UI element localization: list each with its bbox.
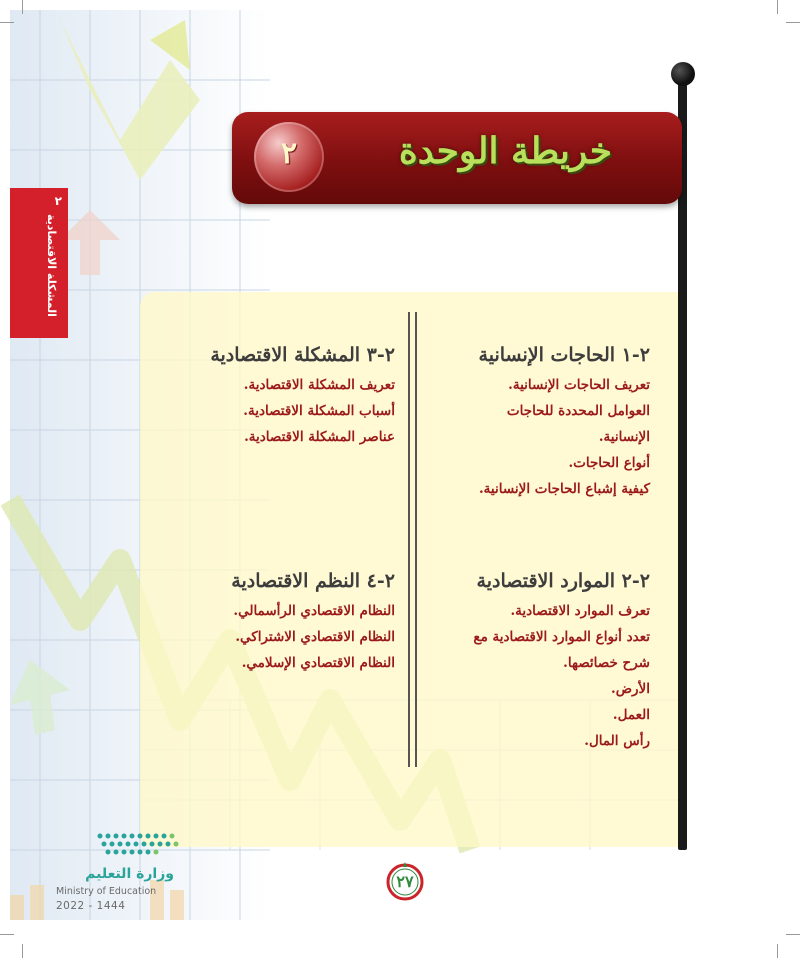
edition-year: 2022 - 1444 xyxy=(56,900,126,912)
crop-mark xyxy=(22,0,23,14)
crop-mark xyxy=(786,22,800,23)
unit-number-badge xyxy=(254,122,324,192)
crop-mark xyxy=(786,934,800,935)
section-heading: ٢-٤ النظم الاقتصادية xyxy=(231,570,395,592)
section-heading: ٢-١ الحاجات الإنسانية xyxy=(478,344,650,366)
section-economic-problem xyxy=(210,344,395,450)
section-item: كيفية إشباع الحاجات الإنسانية. xyxy=(478,481,650,497)
section-item: النظام الاقتصادي الإسلامي. xyxy=(241,655,395,671)
crop-mark xyxy=(777,0,778,14)
ministry-name-arabic: وزارة التعليم xyxy=(85,866,174,882)
crop-mark xyxy=(0,22,14,23)
column-divider xyxy=(408,312,417,767)
page-title: خريطة الوحدة xyxy=(398,130,612,172)
unit-number: ٢ xyxy=(280,136,298,171)
section-heading: ٢-٢ الموارد الاقتصادية xyxy=(476,570,650,592)
section-economic-resources xyxy=(473,570,650,754)
section-item: رأس المال. xyxy=(584,733,650,749)
ministry-logo xyxy=(50,826,210,926)
section-item: أنواع الحاجات. xyxy=(568,455,650,471)
section-item: العمل. xyxy=(612,707,650,723)
crop-mark xyxy=(777,944,778,958)
section-item: عناصر المشكلة الاقتصادية. xyxy=(244,429,395,445)
section-item: تعرف الموارد الاقتصادية. xyxy=(510,603,650,619)
crop-mark xyxy=(0,934,14,935)
section-item: الإنسانية. xyxy=(598,429,650,445)
page-number-emblem xyxy=(385,862,425,902)
section-item: العوامل المحددة للحاجات xyxy=(506,403,650,419)
unit-tab-number: ٢ xyxy=(54,194,62,208)
section-item: الأرض. xyxy=(611,681,650,697)
section-item: تعريف المشكلة الاقتصادية. xyxy=(243,377,395,393)
section-item: أسباب المشكلة الاقتصادية. xyxy=(243,403,395,419)
section-heading: ٢-٣ المشكلة الاقتصادية xyxy=(210,344,395,366)
section-economic-systems xyxy=(231,570,395,676)
flag-pole-ball xyxy=(671,62,695,86)
crop-mark xyxy=(22,944,23,958)
unit-tab-label: المشكلة الاقتصادية xyxy=(45,213,58,317)
ministry-dots-logo-icon xyxy=(90,826,220,866)
section-item: النظام الاقتصادي الرأسمالي. xyxy=(233,603,395,619)
section-item: شرح خصائصها. xyxy=(563,655,650,671)
section-human-needs xyxy=(479,344,650,502)
unit-map-banner xyxy=(232,112,682,204)
unit-side-tab xyxy=(10,188,68,338)
section-item: تعريف الحاجات الإنسانية. xyxy=(508,377,650,393)
page-number: ٢٧ xyxy=(396,872,414,891)
section-item: تعدد أنواع الموارد الاقتصادية مع xyxy=(473,629,650,645)
section-item: النظام الاقتصادي الاشتراكي. xyxy=(235,629,395,645)
ministry-name-english: Ministry of Education xyxy=(56,886,157,897)
